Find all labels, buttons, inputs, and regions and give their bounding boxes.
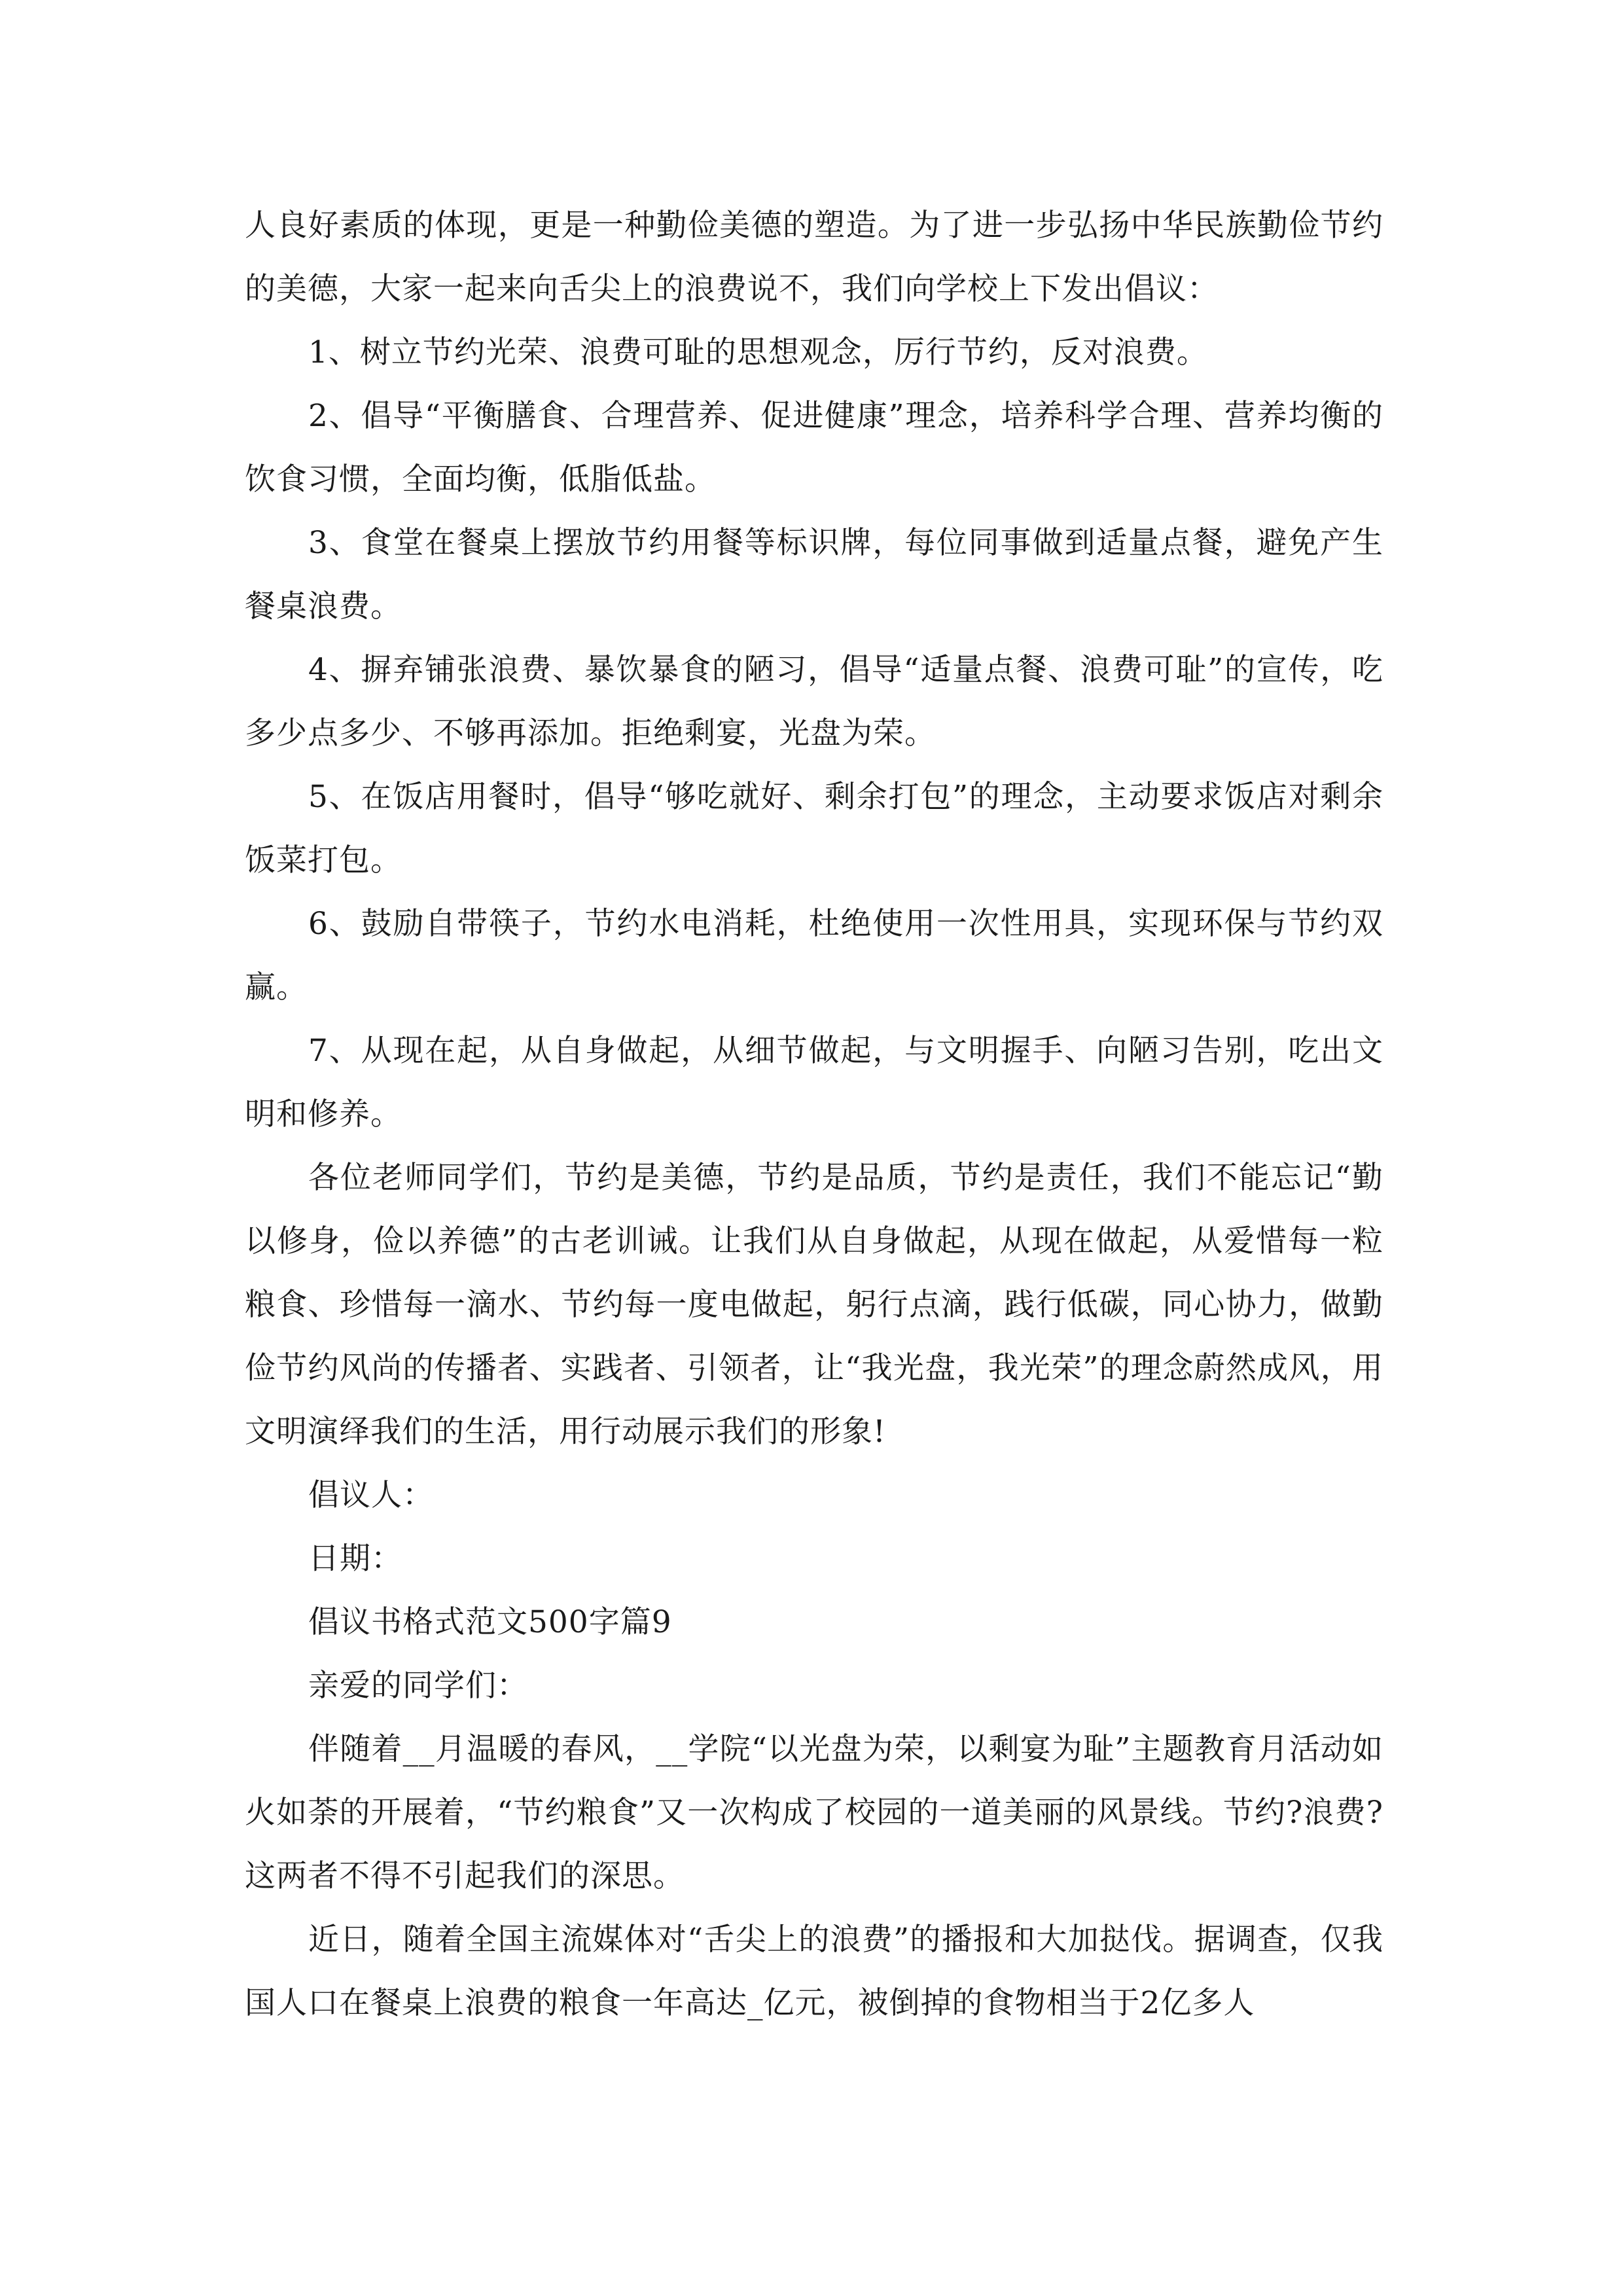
paragraph-3: 2、倡导“平衡膳食、合理营养、促进健康”理念，培养科学合理、营养均衡的饮食习惯，全面均衡，低脂低盐。 <box>245 398 1383 497</box>
paragraph-8: 7、从现在起，从自身做起，从细节做起，与文明握手、向陋习告别，吃出文明和修养。 <box>245 1033 1383 1132</box>
paragraph-9: 各位老师同学们，节约是美德，节约是品质，节约是责任，我们不能忘记“勤以修身，俭以养德”的古老训诫。让我们从自身做起，从现在做起，从爱惜每一粒粮食、珍惜每一滴水、节约每一度电做起，躬行点滴，践行低碳，同心协力，做勤俭节约风尚的传播者、实践者、引领者，让“我光盘，我光荣”的理念蔚然成风，用文明演绎我们的生活，用行动展示我们的形象! <box>245 1160 1383 1450</box>
paragraph-7: 6、鼓励自带筷子，节约水电消耗，杜绝使用一次性用具，实现环保与节约双赢。 <box>245 906 1383 1005</box>
section-heading: 倡议书格式范文500字篇9 <box>308 1604 672 1640</box>
proposer-label: 倡议人： <box>308 1477 434 1513</box>
paragraph-14: 伴随着__月温暖的春风，__学院“以光盘为荣，以剩宴为耻”主题教育月活动如火如荼的开展着，“节约粮食”又一次构成了校园的一道美丽的风景线。节约?浪费?这两者不得不引起我们的深思。 <box>245 1731 1383 1894</box>
document-body <box>245 194 1383 2035</box>
paragraph-15: 近日，随着全国主流媒体对“舌尖上的浪费”的播报和大加挞伐。据调查，仅我国人口在餐桌上浪费的粮食一年高达_亿元，被倒掉的食物相当于2亿多人 <box>245 1922 1383 2021</box>
paragraph-4: 3、食堂在餐桌上摆放节约用餐等标识牌，每位同事做到适量点餐，避免产生餐桌浪费。 <box>245 525 1383 624</box>
date-label: 日期： <box>308 1541 402 1577</box>
paragraph-2: 1、树立节约光荣、浪费可耻的思想观念，厉行节约，反对浪费。 <box>308 334 1208 370</box>
paragraph-5: 4、摒弃铺张浪费、暴饮暴食的陋习，倡导“适量点餐、浪费可耻”的宣传，吃多少点多少、不够再添加。拒绝剩宴，光盘为荣。 <box>245 652 1383 751</box>
paragraph-6: 5、在饭店用餐时，倡导“够吃就好、剩余打包”的理念，主动要求饭店对剩余饭菜打包。 <box>245 779 1383 878</box>
salutation: 亲爱的同学们： <box>308 1668 528 1704</box>
paragraph-1: 人良好素质的体现，更是一种勤俭美德的塑造。为了进一步弘扬中华民族勤俭节约的美德，大家一起来向舌尖上的浪费说不，我们向学校上下发出倡议： <box>245 207 1383 307</box>
